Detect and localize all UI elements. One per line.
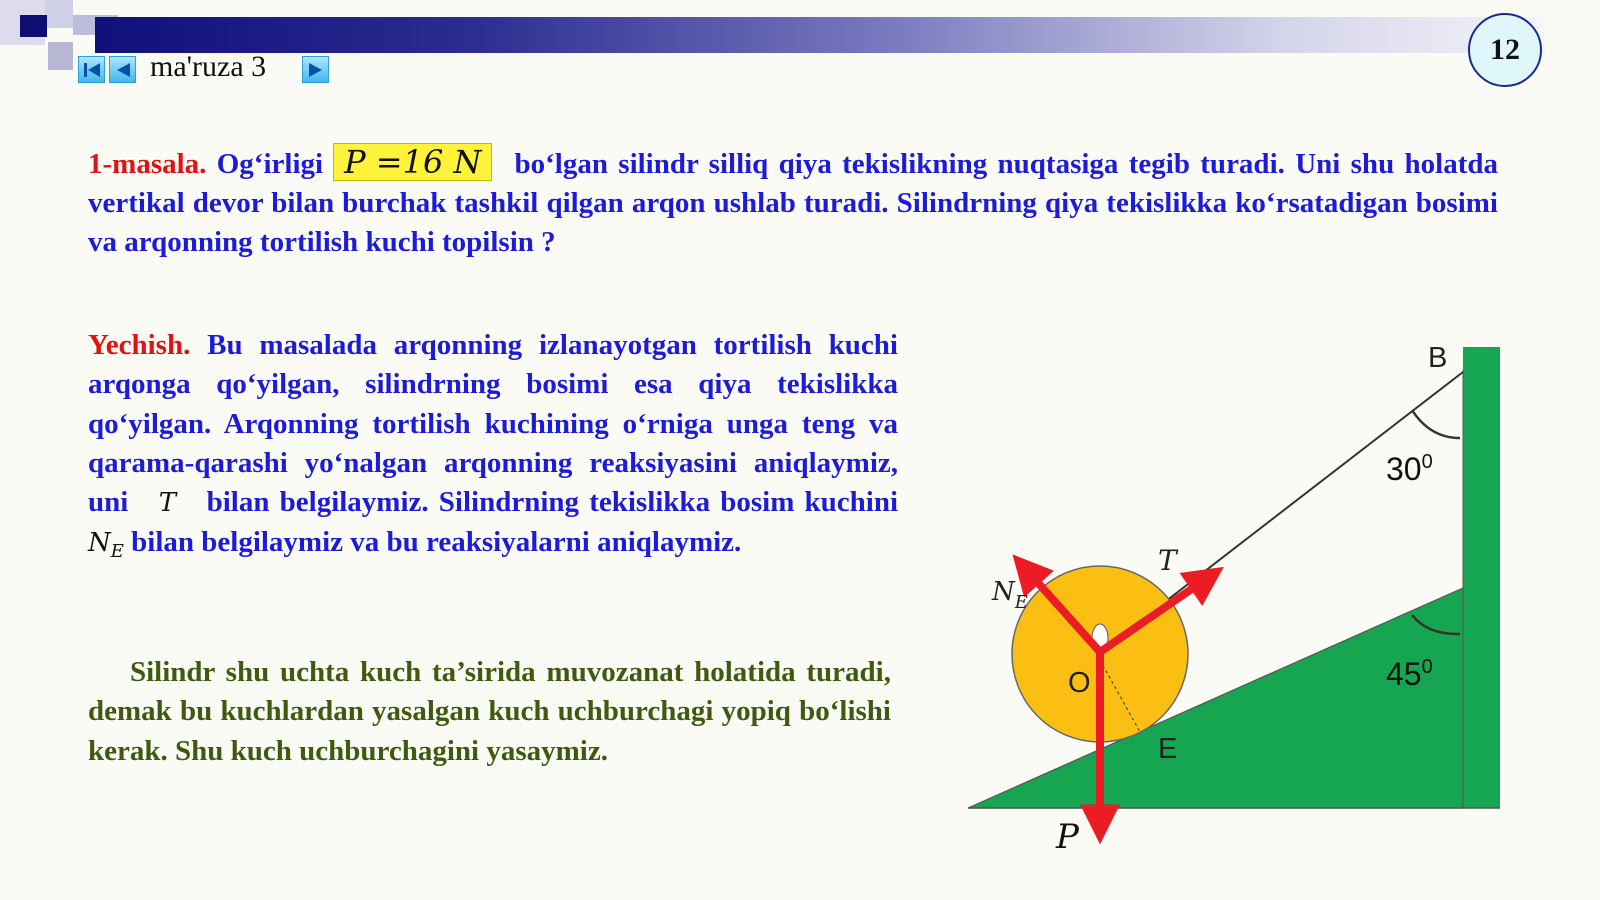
slide-navigation <box>78 56 136 83</box>
solution-text-3: bilan belgilaymiz va bu reaksiyalarni aniqlaymiz. <box>131 526 742 559</box>
first-page-icon <box>82 61 102 79</box>
problem-text-rest: bo‘lgan silindr silliq qiya tekislikning nuqtasiga tegib turadi. Uni shu holatda vertikal devor bilan burchak tashkil qilgan arqon ushlab turadi. Silindrning qiya tekislikka ko‘rsatadigan bosimi va arqonning tortilish kuchi topilsin ? <box>88 148 1498 258</box>
problem-statement <box>88 143 1498 262</box>
next-page-icon <box>306 61 326 79</box>
slope-angle-label: $45^0$ <box>1386 656 1433 692</box>
first-page-button[interactable] <box>78 56 105 83</box>
force-diagram <box>950 330 1510 870</box>
solution-text-2: bilan belgilaymiz. Silindrning tekislikka bosim kuchini <box>206 486 899 519</box>
solution-text-1: Bu masalada arqonning izlanayotgan tortilish kuchi arqonga qo‘yilgan, silindrning bosimi esa qiya tekislikka qo‘yilgan. Arqonning tortilish kuchining o‘rniga unga teng va qarama-qarashi yo‘nalgan arqonning reaksiyasini aniqlaymiz, uni <box>88 329 898 519</box>
header-banner <box>95 17 1545 53</box>
lecture-title: ma'ruza 3 <box>150 50 267 83</box>
weight-label: P <box>1056 817 1079 857</box>
previous-page-icon <box>113 61 133 79</box>
problem-text-start: Og‘irligi <box>216 148 324 180</box>
next-page-button[interactable] <box>302 56 329 83</box>
problem-label: 1-masala. <box>88 148 207 180</box>
normal-force-label: $N_E$ <box>992 577 1028 613</box>
weight-formula: P =16 N <box>333 143 492 181</box>
vertical-wall <box>1463 347 1500 808</box>
rope-angle-label: $30^0$ <box>1386 451 1433 487</box>
previous-page-button[interactable] <box>109 56 136 83</box>
conclusion-paragraph: Silindr shu uchta kuch ta’sirida muvozanat holatida turadi, demak bu kuchlardan yasalgan kuch uchburchagi yopiq bo‘lishi kerak. Shu kuch uchburchagini yasaymiz. <box>88 656 891 767</box>
tension-symbol: T <box>158 488 177 519</box>
normal-force-symbol: $N_E$ <box>88 528 124 563</box>
point-b-label: B <box>1428 342 1448 374</box>
tension-label: T <box>1158 544 1177 577</box>
rope-angle-arc <box>1412 410 1460 438</box>
solution-paragraph <box>88 326 898 572</box>
point-o-label: O <box>1068 667 1091 699</box>
page-number-badge: 12 <box>1468 13 1542 87</box>
point-e-label: E <box>1158 733 1178 765</box>
solution-label: Yechish. <box>88 329 191 361</box>
